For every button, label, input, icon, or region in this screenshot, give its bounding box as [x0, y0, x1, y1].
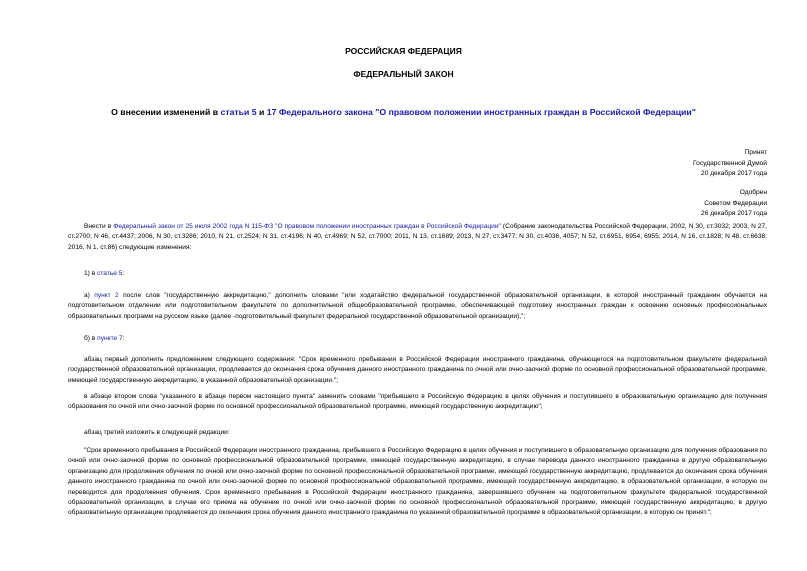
item-1-prefix: 1) в — [84, 270, 98, 277]
subitem-a-prefix: а) — [84, 292, 95, 299]
item-1 — [84, 269, 124, 279]
title-prefix: О внесении изменений в — [111, 107, 221, 117]
law-title — [0, 107, 807, 117]
adoption-body: Государственной Думой — [693, 159, 767, 167]
title-link-article-17[interactable]: 17 Федерального закона "О правовом положении иностранных граждан в Российской Федерации" — [266, 107, 696, 117]
subitem-a-link[interactable]: пункт 2 — [94, 292, 119, 299]
paragraph-third-label: абзац третий изложить в следующей редакции: — [84, 429, 230, 436]
subitem-a-text: после слов "государственную аккредитацию," дополнить словами "или ходатайство федеральной государственной образовательной организации, в которой иностранный гражданин обучается на подготовительном отделении или подготовительном факультете по дополнительной общеобразовательной программе, обеспечивающей подготовку иностранных граждан к освоению основных профессиональных образовательных программ на русском языке (далее -подготовительный факультет федеральной государственной образовательной организации),"; — [68, 292, 767, 320]
approval-label: Одобрен — [739, 189, 767, 196]
approval-block — [701, 188, 767, 220]
paragraph-second-amendment: в абзаце втором слова "указанного в абзаце первом настоящего пункта" заменить словами "прибывшего в Российскую Федерацию в целях обучения и поступившего в образовательную организацию для получения образования по очной или очно-заочной форме по основной профессиональной образовательной программе, имеющей государственную аккредитацию"; — [68, 393, 767, 411]
paragraph-quoted-text: "Срок временного пребывания в Российской Федерации иностранного гражданина, прибывшего в Российскую Федерацию в целях обучения и поступившего в образовательную организацию для получения образования по очной или очно-заочной форме по основной профессиональной образовательной программе, имеющей государственную аккредитацию, в случае перевода данного иностранного гражданина в другую образовательную организацию для продолжения обучения по очной или очно-заочной форме по основной профессиональной образовательной программе, имеющей государственную аккредитацию, продлевается до окончания срока обучения данного иностранного гражданина по очной или очно-заочной форме по основной профессиональной образовательной программе, имеющей государственную аккредитацию, в образовательной организации, в которую он переводится для продолжения обучения. Срок временного пребывания в Российской Федерации иностранного гражданина, завершившего обучение на подготовительном факультете федеральной государственной образовательной организации, в случае его приема на обучение по очной или очно-заочной форме по основной профессиональной образовательной программе, имеющей государственную аккредитацию, в другую образовательную организацию продлевается до окончания срока обучения данного иностранного гражданина по указанной образовательной программе в образовательной организации, в которую он принят."; — [68, 447, 767, 517]
subitem-b-prefix: б) в — [84, 335, 98, 342]
title-mid: и — [256, 107, 267, 117]
subitem-b-suffix: : — [122, 335, 125, 342]
approval-body: Советом Федерации — [704, 199, 767, 207]
paragraph-first-amendment: абзац первый дополнить предложением следующего содержания: "Срок временного пребывания в Российской Федерации иностранного гражданина, обучающегося на подготовительном факультете федеральной государственной образовательной организации, продлевается до окончания срока обучения данного иностранного гражданина по очной или очно-заочной форме по основной профессиональной образовательной программе, имеющей государственную аккредитацию, в указанной образовательной организации."; — [68, 356, 767, 384]
intro-prefix: Внести в — [84, 223, 114, 230]
intro-law-link[interactable]: Федеральный закон от 25 июля 2002 года N 115-ФЗ "О правовом положении иностранных граждан в Российской Федерации" — [113, 223, 501, 230]
subitem-b-link[interactable]: пункте 7 — [97, 335, 123, 342]
adoption-block — [693, 148, 767, 180]
law-type-heading: ФЕДЕРАЛЬНЫЙ ЗАКОН — [353, 69, 454, 79]
adoption-label: Принят — [744, 149, 767, 156]
item-1-link[interactable]: статье 5 — [97, 270, 123, 277]
country-heading: РОССИЙСКАЯ ФЕДЕРАЦИЯ — [345, 46, 462, 56]
intro-rest: (Собрание законодательства Российской Федерации, 2002, N 30, ст.3032; 2003, N 27, ст.2700; N 46, ст.4437; 2006, N 30, ст.3286; 2010, N 21, ст.2524; N 31, ст.4196; N 40, ст.4969; N 52, ст.7000; 2011, N 13, ст.1689; 2013, N 27, ст.3477; N 30, ст.4036, 4057; N 52, ст.6951, 6954, 6955; 2014, N 16, ст.1828; N 48, ст.6638; 2016, N 1, ст.86) следующие изменения: — [68, 223, 768, 251]
adoption-date: 20 декабря 2017 года — [701, 170, 767, 177]
approval-date: 26 декабря 2017 года — [701, 210, 767, 217]
subitem-b — [84, 334, 125, 344]
item-1-suffix: : — [122, 270, 125, 277]
title-link-article-5[interactable]: статьи 5 — [220, 107, 257, 117]
intro-paragraph — [68, 222, 767, 253]
subitem-a — [68, 291, 767, 322]
